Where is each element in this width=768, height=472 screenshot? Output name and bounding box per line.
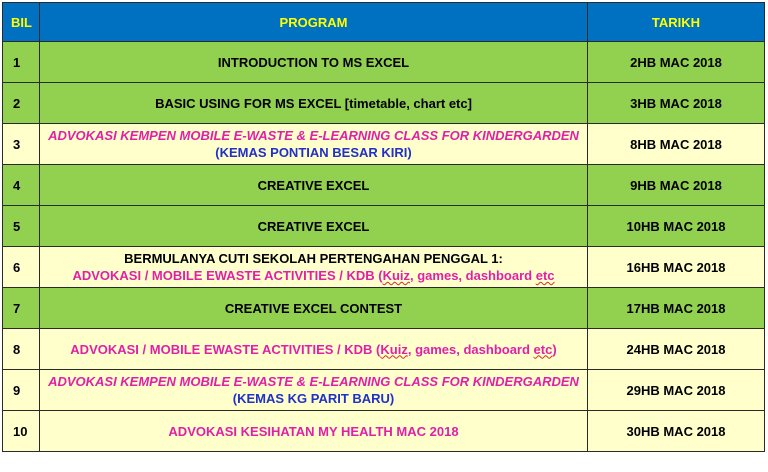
table-row [3, 42, 765, 83]
date-cell: 16HB MAC 2018 [588, 247, 765, 288]
row-number: 4 [3, 165, 40, 206]
row-number: 3 [3, 124, 40, 165]
program-cell: CREATIVE EXCEL [40, 206, 588, 247]
program-cell: INTRODUCTION TO MS EXCEL [40, 42, 588, 83]
row-number: 1 [3, 42, 40, 83]
header-program: PROGRAM [40, 3, 588, 42]
program-cell [40, 247, 588, 288]
program-title: ADVOKASI KEMPEN MOBILE E-WASTE & E-LEARNING CLASS FOR KINDERGARDEN [48, 128, 579, 143]
date-cell: 2HB MAC 2018 [588, 42, 765, 83]
program-title: BERMULANYA CUTI SEKOLAH PERTENGAHAN PENGGAL 1: [124, 251, 503, 266]
header-bil: BIL [3, 3, 40, 42]
row-number: 9 [3, 370, 40, 411]
row-number: 8 [3, 329, 40, 370]
table-row [3, 370, 765, 411]
header-row [3, 3, 765, 42]
program-schedule-table [2, 2, 765, 452]
date-cell: 9HB MAC 2018 [588, 165, 765, 206]
date-cell: 17HB MAC 2018 [588, 288, 765, 329]
row-number: 7 [3, 288, 40, 329]
date-cell: 30HB MAC 2018 [588, 411, 765, 452]
date-cell: 29HB MAC 2018 [588, 370, 765, 411]
program-venue: (KEMAS PONTIAN BESAR KIRI) [215, 145, 412, 160]
row-number: 10 [3, 411, 40, 452]
table-row [3, 165, 765, 206]
program-title: ADVOKASI KEMPEN MOBILE E-WASTE & E-LEARNING CLASS FOR KINDERGARDEN [48, 374, 579, 389]
table-row [3, 124, 765, 165]
table-row [3, 329, 765, 370]
program-cell: ADVOKASI KESIHATAN MY HEALTH MAC 2018 [40, 411, 588, 452]
program-cell [40, 370, 588, 411]
table-row [3, 206, 765, 247]
program-cell: CREATIVE EXCEL [40, 165, 588, 206]
activities-text: ADVOKASI / MOBILE EWASTE ACTIVITIES / KDB ( [70, 341, 381, 357]
program-cell: CREATIVE EXCEL CONTEST [40, 288, 588, 329]
program-venue: (KEMAS KG PARIT BARU) [232, 391, 395, 406]
spellcheck-word: etc [533, 341, 553, 357]
row-number: 2 [3, 83, 40, 124]
spellcheck-word: Kuiz [382, 268, 411, 283]
spellcheck-word: Kuiz [380, 341, 408, 357]
date-cell: 8HB MAC 2018 [588, 124, 765, 165]
table-row [3, 83, 765, 124]
activities-text: , games, dashboard [410, 268, 536, 283]
program-cell [40, 124, 588, 165]
table-row [3, 288, 765, 329]
date-cell: 10HB MAC 2018 [588, 206, 765, 247]
date-cell: 24HB MAC 2018 [588, 329, 765, 370]
row-number: 6 [3, 247, 40, 288]
spellcheck-word: etc [535, 268, 555, 283]
program-cell [40, 329, 588, 370]
table-row [3, 247, 765, 288]
activities-text: ) [552, 341, 557, 357]
row-number: 5 [3, 206, 40, 247]
table-row [3, 411, 765, 452]
program-activities [44, 267, 583, 284]
activities-text: , games, dashboard [407, 341, 534, 357]
program-cell: BASIC USING FOR MS EXCEL [timetable, chart etc] [40, 83, 588, 124]
date-cell: 3HB MAC 2018 [588, 83, 765, 124]
header-tarikh: TARIKH [588, 3, 765, 42]
activities-text: ADVOKASI / MOBILE EWASTE ACTIVITIES / KDB ( [72, 268, 383, 283]
